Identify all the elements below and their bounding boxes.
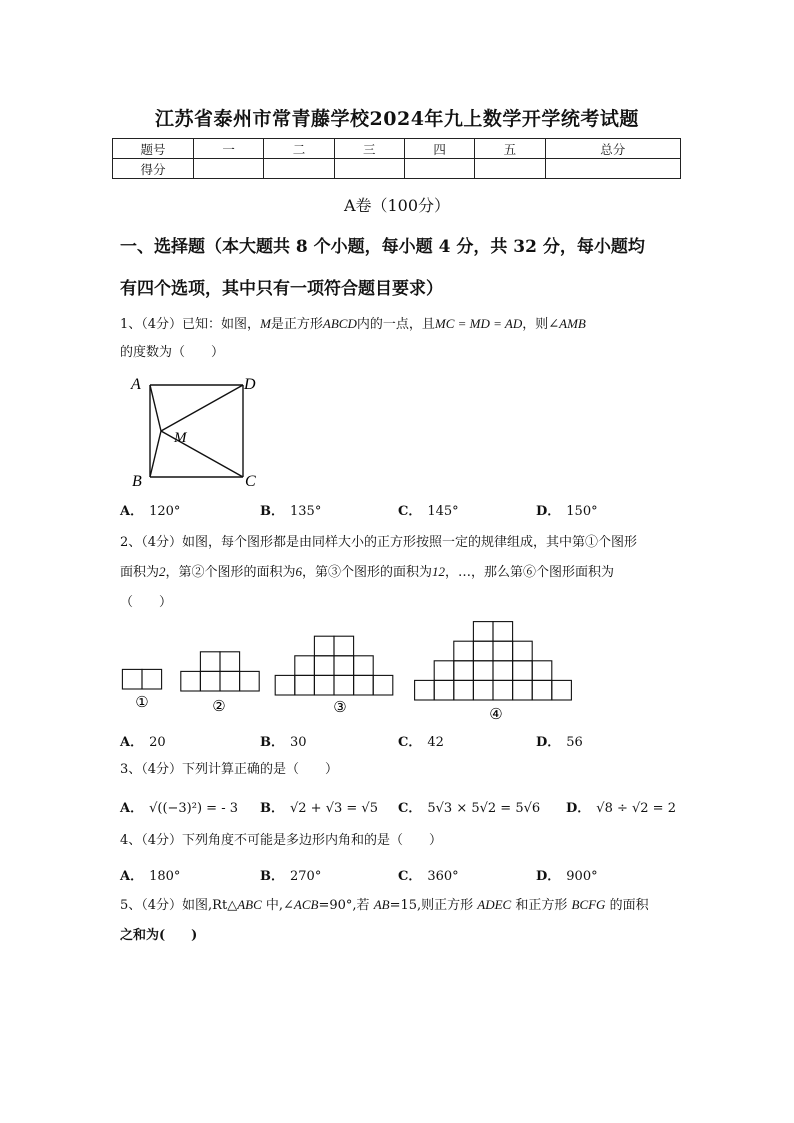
option-c[interactable]: [398, 731, 444, 750]
unit-square: [493, 622, 513, 642]
option-b[interactable]: [260, 865, 321, 884]
math-expression: ∠AMB: [548, 316, 586, 331]
table-cell: 四: [404, 139, 474, 159]
unit-square: [314, 656, 334, 676]
unit-square: [434, 680, 454, 700]
option-key: A．: [120, 504, 144, 519]
math-expression: MC = MD = AD: [434, 316, 523, 331]
question-text: ，第②个图形的面积为: [165, 565, 296, 580]
option-key: A．: [120, 801, 144, 816]
question-text: 已知：如图，: [182, 317, 261, 332]
question-text: 下列角度不可能是多边形内角和的是（ ）: [182, 833, 443, 848]
unit-square: [493, 661, 513, 681]
unit-square: [493, 641, 513, 661]
table-cell: 五: [475, 139, 545, 159]
table-cell: [545, 159, 680, 179]
unit-square: [200, 652, 220, 672]
unit-square: [513, 680, 533, 700]
table-cell: [194, 159, 264, 179]
option-value: 135°: [290, 504, 322, 519]
question-1-figure: [126, 370, 266, 495]
unit-square: [532, 661, 552, 681]
question-2-line3: （ ）: [120, 595, 173, 610]
question-text: 和正方形: [511, 898, 572, 913]
unit-square: [373, 675, 393, 695]
score-table-score-row: [113, 159, 681, 179]
question-text: 如图，每个图形都是由同样大小的正方形按照一定的规律组成，其中第①个图形: [182, 535, 638, 550]
option-value: √((−3)²) = - 3: [149, 801, 238, 816]
question-text: ，…，那么第⑥个图形面积为: [445, 565, 615, 580]
option-value: 900°: [566, 869, 598, 884]
point-label-m: M: [174, 430, 187, 446]
score-table-header-row: [113, 139, 681, 159]
unit-square: [473, 641, 493, 661]
option-a[interactable]: [120, 500, 180, 519]
question-4: [120, 826, 685, 856]
table-cell: [404, 159, 474, 179]
figure-label-1: ①: [135, 695, 149, 711]
question-3: [120, 755, 685, 785]
unit-square: [454, 641, 474, 661]
question-number: 5、（4分）: [120, 898, 183, 913]
question-text: 的面积: [605, 898, 649, 913]
option-value: 145°: [427, 504, 459, 519]
option-value: 150°: [566, 504, 598, 519]
option-value: 360°: [427, 869, 459, 884]
unit-square: [513, 641, 533, 661]
unit-square: [334, 675, 354, 695]
option-value: 180°: [149, 869, 181, 884]
table-cell: 总分: [545, 139, 680, 159]
unit-square: [454, 680, 474, 700]
square-pattern-group: [122, 622, 571, 700]
option-value: 5√3 × 5√2 = 5√6: [427, 801, 541, 816]
unit-square: [314, 636, 334, 656]
unit-square: [454, 661, 474, 681]
option-b[interactable]: [260, 797, 378, 816]
table-cell: 三: [334, 139, 404, 159]
unit-square: [354, 656, 374, 676]
table-cell: [334, 159, 404, 179]
option-key: D．: [536, 735, 561, 750]
option-key: A．: [120, 869, 144, 884]
unit-square: [473, 680, 493, 700]
math-var: ABCD: [322, 316, 357, 331]
unit-square: [334, 656, 354, 676]
option-value: 120°: [149, 504, 181, 519]
option-key: B．: [260, 869, 284, 884]
unit-square: [532, 680, 552, 700]
option-key: B．: [260, 801, 284, 816]
table-cell: 二: [264, 139, 334, 159]
option-d[interactable]: [536, 865, 598, 884]
option-key: B．: [260, 504, 284, 519]
math-expression: ∠ACB: [283, 897, 319, 912]
unit-square: [314, 675, 334, 695]
option-c[interactable]: [398, 797, 540, 816]
question-text: 面积为: [120, 565, 160, 580]
question-text: ，第③个图形的面积为: [302, 565, 433, 580]
option-d[interactable]: [566, 797, 676, 816]
option-a[interactable]: [120, 731, 166, 750]
question-text: =90°,若: [318, 898, 374, 913]
unit-square: [473, 622, 493, 642]
question-text: ，则: [522, 317, 549, 332]
question-text: 是正方形: [270, 317, 323, 332]
option-key: C．: [398, 504, 422, 519]
unit-square: [493, 680, 513, 700]
option-key: D．: [536, 504, 561, 519]
option-key: D．: [536, 869, 561, 884]
page-title: 江苏省泰州市常青藤学校2024年九上数学开学统考试题: [155, 108, 639, 130]
question-text: 如图,Rt: [182, 898, 228, 913]
unit-square: [552, 680, 572, 700]
question-text: =15,则正方形: [389, 898, 478, 913]
unit-square: [473, 661, 493, 681]
table-cell: 题号: [113, 139, 194, 159]
table-cell: 得分: [113, 159, 194, 179]
option-b[interactable]: [260, 731, 307, 750]
unit-square: [295, 656, 315, 676]
question-1-line2: 的度数为（ ）: [120, 345, 225, 360]
section-heading: A卷（100分）: [343, 196, 451, 215]
math-var: ADEC: [477, 897, 512, 912]
unit-square: [334, 636, 354, 656]
question-number: 4、（4分）: [120, 833, 183, 848]
question-text: 中,: [261, 898, 284, 913]
question-2-line1: [120, 528, 685, 558]
unit-square: [415, 680, 435, 700]
math-var: M: [260, 316, 271, 331]
option-a[interactable]: [120, 865, 180, 884]
question-number: 3、（4分）: [120, 762, 183, 777]
option-value: √2 + √3 = √5: [290, 801, 378, 816]
math-value: 12: [432, 564, 446, 579]
score-table: [112, 138, 681, 179]
figure-label-3: ③: [333, 700, 347, 716]
unit-square: [295, 675, 315, 695]
option-value: 270°: [290, 869, 322, 884]
math-var: BCFG: [571, 897, 606, 912]
option-d[interactable]: [536, 731, 583, 750]
unit-square: [122, 669, 142, 689]
figure-label-2: ②: [212, 699, 226, 715]
unit-square: [275, 675, 295, 695]
option-b[interactable]: [260, 500, 321, 519]
unit-square: [354, 675, 374, 695]
option-value: 20: [149, 735, 166, 750]
unit-square: [142, 669, 162, 689]
option-key: A．: [120, 735, 144, 750]
option-value: 30: [290, 735, 307, 750]
math-value: 6: [295, 564, 303, 579]
option-key: C．: [398, 801, 422, 816]
option-a[interactable]: [120, 797, 238, 816]
math-expression: △ABC: [227, 897, 262, 912]
option-key: B．: [260, 735, 284, 750]
question-2-figure: [112, 615, 582, 725]
option-value: 56: [566, 735, 583, 750]
unit-square: [240, 671, 260, 691]
vertex-label-c: C: [245, 473, 256, 490]
unit-square: [434, 661, 454, 681]
part-heading-line2: 有四个选项，其中只有一项符合题目要求）: [120, 279, 443, 299]
question-5-line2: 之和为( ): [120, 928, 198, 943]
unit-square: [181, 671, 201, 691]
unit-square: [220, 652, 240, 672]
option-c[interactable]: [398, 500, 459, 519]
vertex-label-d: D: [244, 376, 256, 393]
option-c[interactable]: [398, 865, 459, 884]
unit-square: [200, 671, 220, 691]
question-number: 2、（4分）: [120, 535, 183, 550]
unit-square: [513, 661, 533, 681]
vertex-label-a: A: [131, 376, 141, 393]
table-cell: [264, 159, 334, 179]
question-2-line2: [120, 557, 685, 588]
figure-label-4: ④: [489, 707, 503, 723]
option-key: D．: [566, 801, 591, 816]
question-5-line1: [120, 890, 685, 921]
unit-square: [220, 671, 240, 691]
math-value: 2: [159, 564, 166, 579]
question-number: 1、（4分）: [120, 317, 183, 332]
part-heading-line1: 一、选择题（本大题共 8 个小题，每小题 4 分，共 32 分，每小题均: [120, 237, 645, 257]
option-value: √8 ÷ √2 = 2: [596, 801, 676, 816]
math-var: AB: [373, 897, 390, 912]
table-cell: [475, 159, 545, 179]
question-text: 下列计算正确的是（ ）: [182, 762, 339, 777]
question-1-line1: [120, 309, 685, 340]
table-cell: 一: [194, 139, 264, 159]
vertex-label-b: B: [132, 473, 142, 490]
option-key: C．: [398, 735, 422, 750]
option-d[interactable]: [536, 500, 598, 519]
option-key: C．: [398, 869, 422, 884]
option-value: 42: [427, 735, 444, 750]
question-text: 内的一点，且: [356, 317, 435, 332]
